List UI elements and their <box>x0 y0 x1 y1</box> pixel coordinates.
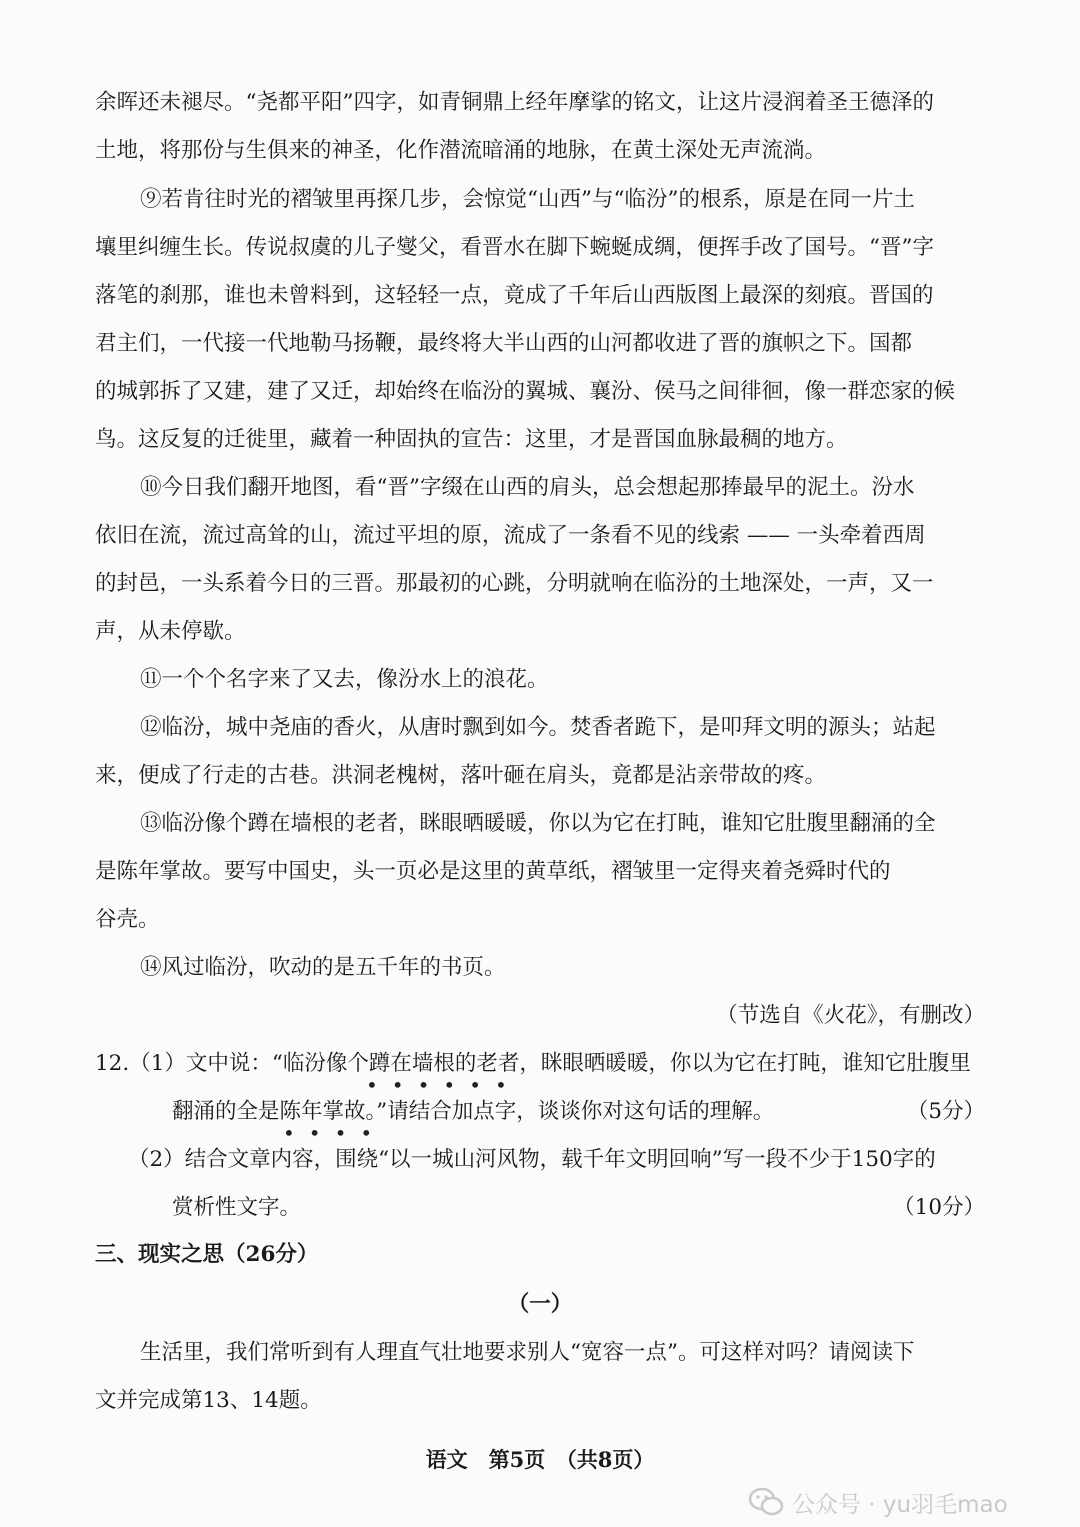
paragraph-13-line: ⑬临汾像个蹲在墙根的老者，眯眼晒暖暖，你以为它在打盹，谁知它肚腹里翻涌的全 <box>140 811 936 836</box>
paragraph-9-line: 君主们，一代接一代地勒马扬鞭，最终将大半山西的山河都收进了晋的旗帜之下。国都 <box>95 331 913 356</box>
paragraph-9-line: 落笔的刹那，谁也未曾料到，这轻轻一点，竟成了千年后山西版图上最深的刻痕。晋国的 <box>95 283 934 308</box>
paragraph-9-line: ⑨若肯往时光的褶皱里再探几步，会惊觉“山西”与“临汾”的根系，原是在同一片土 <box>140 187 915 212</box>
paragraph-9-line: 鸟。这反复的迁徙里，藏着一种固执的宣告：这里，才是晋国血脉最稠的地方。 <box>95 427 848 452</box>
paragraph-10-line: 依旧在流，流过高耸的山，流过平坦的原，流成了一条看不见的线索 —— 一头牵着西周 <box>95 523 926 548</box>
question-text: 翻涌的全是陈年掌故。”请结合加点字，谈谈你对这句话的理解。 <box>172 1099 775 1124</box>
text-line: 土地，将那份与生俱来的神圣，化作潜流暗涌的地脉，在黄土深处无声流淌。 <box>95 138 827 163</box>
paragraph-10-line: 的封邑，一头系着今日的三晋。那最初的心跳，分明就响在临汾的土地深处，一声，又一 <box>95 571 934 596</box>
emphasis-dots: •••••• <box>366 1073 521 1097</box>
paragraph-10-line: ⑩今日我们翻开地图，看“晋”字缀在山西的肩头，总会想起那捧最早的泥土。汾水 <box>140 475 915 500</box>
text-line: 余晖还未褪尽。“尧都平阳”四字，如青铜鼎上经年摩挲的铭文，让这片浸润着圣王德泽的 <box>95 90 934 115</box>
watermark <box>748 1482 1008 1522</box>
paragraph-10-line: 声，从未停歇。 <box>95 619 246 644</box>
paragraph-13-line: 谷壳。 <box>95 907 160 932</box>
watermark-text: 公众号 · yu羽毛mao <box>792 1491 1008 1518</box>
score-label: （5分） <box>906 1099 985 1124</box>
paragraph-13-line: 是陈年掌故。要写中国史，头一页必是这里的黄草纸，褶皱里一定得夹着尧舜时代的 <box>95 859 891 884</box>
question-12-1-line1: 12.（1）文中说：“临汾像个蹲在墙根的老者，眯眼晒暖暖，你以为它在打盹，谁知它肚腹里 <box>95 1051 971 1076</box>
question-12-2-line2 <box>172 1193 985 1223</box>
paragraph-12-line: 来，便成了行走的古巷。洪洞老槐树，落叶砸在肩头，竟都是沾亲带故的疼。 <box>95 763 827 788</box>
paragraph-9-line: 的城郭拆了又建，建了又迁，却始终在临汾的翼城、襄汾、侯马之间徘徊，像一群恋家的候 <box>95 379 956 404</box>
source-note: （节选自《火花》，有删改） <box>716 1003 985 1028</box>
subsection-heading: （一） <box>507 1292 573 1317</box>
paragraph-9-line: 壤里纠缠生长。传说叔虞的儿子燮父，看晋水在脚下蜿蜒成绸，便挥手改了国号。“晋”字 <box>95 235 934 260</box>
question-12-2-line1: （2）结合文章内容，围绕“以一城山河风物，载千年文明回响”写一段不少于150字的 <box>128 1147 936 1172</box>
intro-line: 文并完成第13、14题。 <box>95 1388 322 1413</box>
page-footer: 语文 第5页 （共8页） <box>425 1447 655 1472</box>
wechat-icon <box>748 1487 784 1517</box>
intro-line: 生活里，我们常听到有人理直气壮地要求别人“宽容一点”。可这样对吗？请阅读下 <box>140 1340 915 1365</box>
emphasis-dots: •••• <box>283 1121 387 1145</box>
paragraph-12-line: ⑫临汾，城中尧庙的香火，从唐时飘到如今。焚香者跪下，是叩拜文明的源头；站起 <box>140 715 936 740</box>
question-text: 赏析性文字。 <box>172 1195 302 1220</box>
paragraph-14: ⑭风过临汾，吹动的是五千年的书页。 <box>140 955 506 980</box>
score-label: （10分） <box>893 1195 985 1220</box>
paragraph-11: ⑪一个个名字来了又去，像汾水上的浪花。 <box>140 667 549 692</box>
section-3-heading: 三、现实之思（26分） <box>95 1242 319 1267</box>
